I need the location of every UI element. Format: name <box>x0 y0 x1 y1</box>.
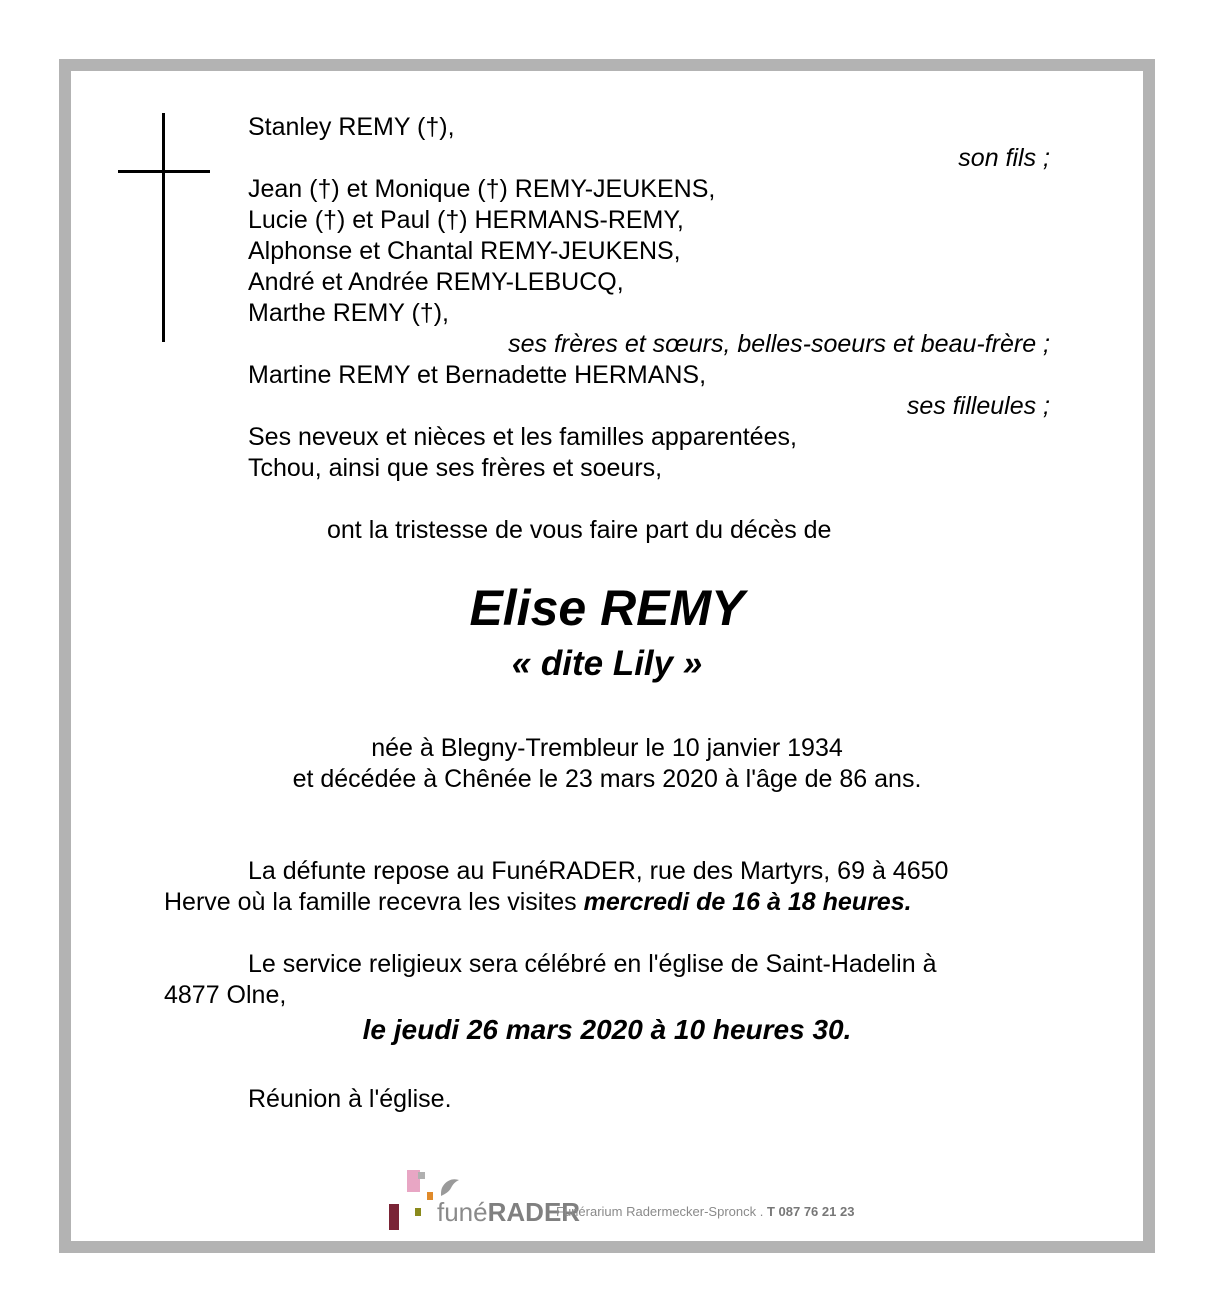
logo-brand-prefix: funé <box>437 1197 488 1227</box>
mourner-line: Jean (†) et Monique (†) REMY-JEUKENS, <box>248 175 716 203</box>
relation-label: ses frères et sœurs, belles-soeurs et beau-frère ; <box>508 330 1050 358</box>
mourner-line: Ses neveux et nièces et les familles apparentées, <box>248 423 797 451</box>
mourner-line: Alphonse et Chantal REMY-JEUKENS, <box>248 237 681 265</box>
relation-label: son fils ; <box>958 144 1050 172</box>
mourner-line: Tchou, ainsi que ses frères et soeurs, <box>248 454 663 482</box>
mourner-line: Marthe REMY (†), <box>248 299 449 327</box>
logo-brand-name: RADER <box>487 1197 581 1227</box>
announcement: ont la tristesse de vous faire part du décès de <box>327 516 832 544</box>
meeting-info: Réunion à l'église. <box>248 1085 452 1113</box>
visitation-line: La défunte repose au FunéRADER, rue des Martyrs, 69 à 4650 <box>248 857 949 885</box>
deceased-name: Elise REMY <box>469 580 745 636</box>
funeral-home-info <box>556 1204 854 1220</box>
logo-square-maroon <box>389 1204 399 1230</box>
service-line: 4877 Olne, <box>164 981 287 1009</box>
mourner-line: Stanley REMY (†), <box>248 113 455 141</box>
funeral-home-name: Funérarium Radermecker-Spronck . <box>556 1204 767 1219</box>
visitation-hours: mercredi de 16 à 18 heures. <box>583 888 912 916</box>
relation-label: ses filleules ; <box>906 392 1050 420</box>
birth-info: née à Blegny-Trembleur le 10 janvier 1934 <box>371 734 843 762</box>
service-line: Le service religieux sera célébré en l'église de Saint-Hadelin à <box>248 950 937 978</box>
mourner-line: Lucie (†) et Paul (†) HERMANS-REMY, <box>248 206 684 234</box>
service-datetime: le jeudi 26 mars 2020 à 10 heures 30. <box>362 1014 852 1045</box>
logo-square-olive <box>415 1208 421 1216</box>
funeral-home-phone: T 087 76 21 23 <box>766 1204 855 1219</box>
cross-icon <box>162 113 165 342</box>
visitation-text: Herve où la famille recevra les visites <box>164 888 584 916</box>
logo-square-orange <box>427 1192 433 1200</box>
mourner-line: André et Andrée REMY-LEBUCQ, <box>248 268 624 296</box>
death-info: et décédée à Chênée le 23 mars 2020 à l'âge de 86 ans. <box>292 765 922 793</box>
visitation-line <box>164 887 912 918</box>
bird-icon <box>441 1179 459 1196</box>
logo-square-gray <box>418 1172 425 1179</box>
mourner-line: Martine REMY et Bernadette HERMANS, <box>248 361 707 389</box>
cross-icon-arm <box>118 170 210 173</box>
deceased-nickname: « dite Lily » <box>511 644 703 683</box>
